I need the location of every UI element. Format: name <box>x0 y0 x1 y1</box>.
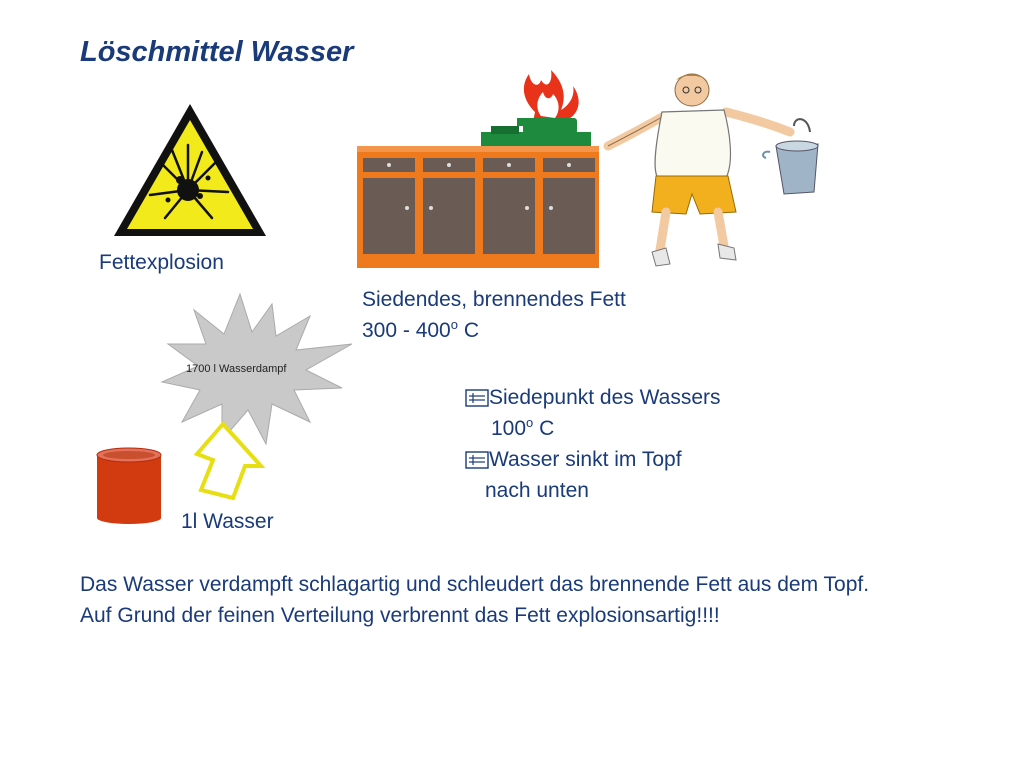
water-label: 1l Wasser <box>181 510 274 533</box>
degree-sup: o <box>450 317 458 332</box>
steam-label: 1700 l Wasserdampf <box>186 363 287 375</box>
bullet-text: Siedepunkt des Wassers <box>489 386 721 409</box>
bullet-text: Wasser sinkt im Topf <box>489 448 682 471</box>
bullet-continuation <box>465 413 721 444</box>
bullet-continuation: nach unten <box>485 479 589 502</box>
degree-sup: o <box>526 415 534 430</box>
man-with-bucket-icon <box>600 72 822 270</box>
bullet-icon <box>465 450 489 470</box>
summary-line: Auf Grund der feinen Verteilung verbrennt das Fett explosionsartig!!!! <box>80 604 720 627</box>
fettexplosion-label: Fettexplosion <box>99 251 224 274</box>
boiling-fat-caption <box>362 284 626 346</box>
fat-temperature-value: 300 - 400 <box>362 319 451 342</box>
yellow-arrow-up-icon <box>183 420 267 502</box>
red-pot-icon <box>94 446 164 526</box>
explosion-warning-triangle-icon <box>110 100 270 240</box>
bullet-item <box>465 382 721 413</box>
boiling-point-unit: C <box>533 417 555 440</box>
summary-line: Das Wasser verdampft schlagartig und schleudert das brennende Fett aus dem Topf. <box>80 573 870 596</box>
bullet-item <box>465 444 721 475</box>
boiling-fat-line: Siedendes, brennendes Fett <box>362 288 626 311</box>
summary-text <box>80 569 960 631</box>
fat-temperature-line <box>362 315 626 346</box>
kitchen-counter-with-burning-pan-icon <box>357 66 603 270</box>
boiling-point-value: 100 <box>491 417 527 440</box>
bullet-icon <box>465 388 489 408</box>
slide-title: Löschmittel Wasser <box>80 36 354 68</box>
bullet-list <box>465 382 721 506</box>
fat-temperature-unit: C <box>457 319 479 342</box>
